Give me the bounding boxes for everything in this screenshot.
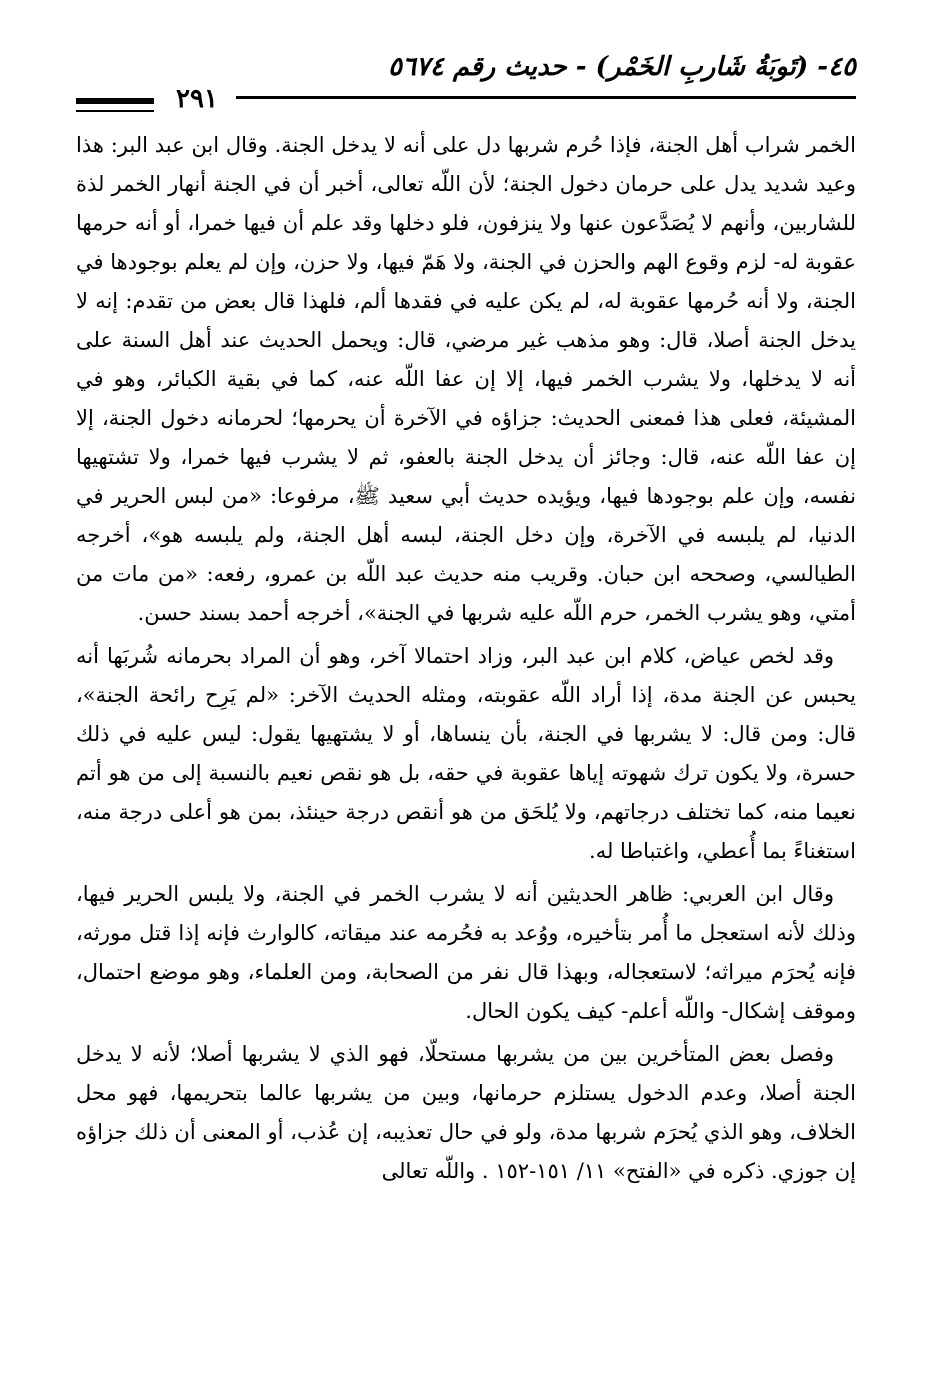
paragraph: وقال ابن العربي: ظاهر الحديثين أنه لا يشرب الخمر في الجنة، ولا يلبس الحرير فيها، وذلك لأنه استعجل ما أُمر بتأخيره، ووُعد به فحُرمه عند ميقاته، كالوارث فإنه إذا قتل مورثه، فإنه يُحرَم ميراثه؛ لاستعجاله، وبهذا قال نفر من الصحابة، ومن العلماء، وهو موضع احتمال، وموقف إشكال- واللّه أعلم- كيف يكون الحال.	[76, 882, 856, 1023]
running-head: ٤٥- (تَوبَةُ شَاربِ الخَمْر) - حديث رقم ٥٦٧٤	[387, 52, 856, 82]
page-number-rule-thin	[76, 110, 154, 112]
body-text	[76, 126, 856, 1191]
header-rule	[236, 96, 856, 99]
paragraph: وقد لخص عياض، كلام ابن عبد البر، وزاد احتمالا آخر، وهو أن المراد بحرمانه شُربَها أنه يحبس عن الجنة مدة، إذا أراد اللّه عقوبته، ومثله الحديث الآخر: «لم يَرِح رائحة الجنة»، قال: ومن قال: لا يشربها في الجنة، بأن ينساها، أو لا يشتهيها يقول: ليس عليه في ذلك حسرة، ولا يكون ترك شهوته إياها عقوبة في حقه، بل هو نقص نعيم بالنسبة إلى من هو أتم نعيما منه، كما تختلف درجاتهم، ولا يُلحَق من هو أنقص درجة حينئذ، بمن هو أعلى درجة منه، استغناءً بما أُعطي، واغتباطا له.	[76, 644, 856, 863]
page-number-rule-thick	[76, 98, 154, 104]
paragraph: الخمر شراب أهل الجنة، فإذا حُرم شربها دل على أنه لا يدخل الجنة. وقال ابن عبد البر: هذا وعيد شديد يدل على حرمان دخول الجنة؛ لأن اللّه تعالى، أخبر أن في الجنة أنهار الخمر لذة للشاربين، وأنهم لا يُصَدَّعون عنها ولا ينزفون، فلو دخلها وقد علم أن فيها خمرا، أو أنه حرمها عقوبة له- لزم وقوع الهم والحزن في الجنة، ولا هَمّ فيها، ولا حزن، وإن لم يعلم بوجودها في الجنة، ولا أنه حُرمها عقوبة له، لم يكن عليه في فقدها ألم، فلهذا قال بعض من تقدم: إنه لا يدخل الجنة أصلا، قال: وهو مذهب غير مرضي، قال: ويحمل الحديث عند أهل السنة على أنه لا يدخلها، ولا يشرب الخمر فيها، إلا إن عفا اللّه عنه، كما في بقية الكبائر، وهو في المشيئة، فعلى هذا فمعنى الحديث: جزاؤه في الآخرة أن يحرمها؛ لحرمانه دخول الجنة، إلا إن عفا اللّه عنه، قال: وجائز أن يدخل الجنة بالعفو، ثم لا يشرب فيها خمرا، ولا تشتهيها نفسه، وإن علم بوجودها فيها، ويؤيده حديث أبي سعيد ﷺ، مرفوعا: «من لبس الحرير في الدنيا، لم يلبسه في الآخرة، وإن دخل الجنة، لبسه أهل الجنة، ولم يلبسه هو»، أخرجه الطيالسي، وصححه ابن حبان. وقريب منه حديث عبد اللّه بن عمرو، رفعه: «من مات من أمتي، وهو يشرب الخمر، حرم اللّه عليه شربها في الجنة»، أخرجه أحمد بسند حسن.	[76, 133, 856, 625]
page-number: ٢٩١	[176, 84, 218, 114]
paragraph: وفصل بعض المتأخرين بين من يشربها مستحلّا، فهو الذي لا يشربها أصلا؛ لأنه لا يدخل الجنة أصلا، وعدم الدخول يستلزم حرمانها، وبين من يشربها عالما بتحريمها، فهو محل الخلاف، وهو الذي يُحرَم شربها مدة، ولو في حال تعذيبه، إن عُذب، أو المعنى أن ذلك جزاؤه إن جوزي. ذكره في «الفتح» ١١/ ١٥١-١٥٢ . واللّه تعالى	[76, 1042, 856, 1183]
